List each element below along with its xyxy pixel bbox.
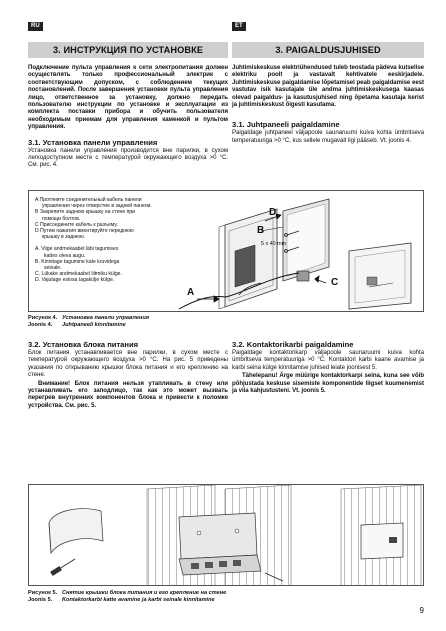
legend-ru-c: C Присоедините кабель к разъему. xyxy=(35,221,118,228)
s32-warn-et: Tähelepanu! Ärge müürige kontaktorkarpi seina, kuna see võib põhjustada keskuse sisemiste komponentide liigset kuumenemist ja viia kahjustusteni. Vt. joonis 5. xyxy=(232,372,424,395)
et-column xyxy=(232,14,424,144)
caption-4-ru-no: Рисунок 4. xyxy=(28,315,58,321)
front-cover-illustration xyxy=(283,199,329,281)
legend-et-b2: seinale. xyxy=(44,265,62,272)
connector-illustration xyxy=(297,271,309,281)
page-number: 9 xyxy=(419,606,424,615)
s32-text-ru: Блок питания устанавливается вне парилки, в сухом месте с температурой окружающего воздуха >0 °C. На рис. 5 приведены указания по открыванию крышки блока питания и его креплению на стене. xyxy=(28,349,228,379)
caption-5 xyxy=(28,590,226,603)
s31-title-et: 3.1. Juhtpaneeli paigaldamine xyxy=(232,120,340,130)
ru-column xyxy=(28,14,228,169)
legend-ru-d2: крышку в заднюю. xyxy=(42,234,86,241)
legend-ru-a2: управления через отверстие в задней панели. xyxy=(42,203,152,210)
legend-ru-b: B Закрепите заднюю крышку на стене при xyxy=(35,209,136,216)
caption-4-et: Juhtpaneeli kinnitamine xyxy=(62,321,126,328)
s32-warn-ru: Внимание! Блок питания нельзя утапливать в стену или устанавливать его заподлицо, так как это может вызвать перегрев внутренних компонентов блока и привести к поломке устройства. См. рис. 5. xyxy=(28,379,228,409)
figure-4-illustration xyxy=(29,191,425,313)
legend-et-d: D. Vajutage esiosa tagakülje külge. xyxy=(35,277,115,284)
legend-et-a2: kattes oleva augu. xyxy=(44,252,86,259)
open-box-illustration xyxy=(179,513,261,575)
inset-illustration xyxy=(349,243,411,309)
intro-ru: Подключение пульта управления к сети электропитания должен осуществлять только профессиональный электрик с соответствующим допуском, с соблюдением текущих постановлений. После завершения установки пульта управления лицо, ответственное за установку, должно передать пользователю инструкции по установке и эксплуатации из комплекта поставки прибора и обучить пользователя необходимым приемам для управления каменкой и пультом управления. xyxy=(28,64,228,131)
ru-section-32 xyxy=(28,340,228,409)
legend-ru-a: A Протяните соединительный кабель панели xyxy=(35,197,142,203)
s31-text-ru: Установка панели управления производится вне парилки, в сухом легкодоступном месте с температурой окружающего воздуха >0 °C. См. рис. 4. xyxy=(28,146,228,169)
legend-et-c: C. Lükake andmekaabel liitmiku külge. xyxy=(35,271,122,278)
box-cover-illustration xyxy=(49,509,103,553)
et-section-32 xyxy=(232,340,424,394)
s32-text-et: Paigaldage kontaktorikarp väljapoole saunaruumi kuiva kohta ümbritseva temperatuuriga >0 °C. Kontaktori karbi kaane avamise ja karbi seina külge kinnitamise juhised leiate joonisest 5. xyxy=(232,349,424,371)
figure-5 xyxy=(28,484,424,586)
legend-et-a: A. Viige andmekaabel läbi tagumises xyxy=(35,246,119,253)
s32-title-et: 3.2. Kontaktorikarbi paigaldamine xyxy=(232,340,354,349)
caption-5-et-no: Joonis 5. xyxy=(28,596,53,603)
label-b: B xyxy=(257,225,265,236)
screwdriver-illustration xyxy=(51,559,75,575)
caption-4-ru: Установка панели управления xyxy=(62,315,150,321)
caption-5-ru-no: Рисунок 5. xyxy=(28,590,58,596)
caption-5-et: Kontaktorkarbi katte avamine ja karbi seinale kinnitamine xyxy=(62,596,215,603)
section-title-ru: 3. ИНСТРУКЦИЯ ПО УСТАНОВКЕ xyxy=(28,42,228,58)
figure-5-illustration xyxy=(29,485,424,586)
mounted-box-illustration xyxy=(361,523,403,559)
lang-badge-ru: RU xyxy=(28,22,43,31)
figure-4 xyxy=(28,190,424,312)
back-plate-illustration xyxy=(219,209,277,309)
s32-title-ru: 3.2. Установка блока питания xyxy=(28,340,139,349)
label-d: D xyxy=(269,207,277,218)
s31-text-et: Paigaldage juhtpaneel väljapoole saunaruumi kuiva kohta ümbritseva temperatuuriga >0 °C, kus sellele mugavalt ligi pääseb. Vt. joonis 4. xyxy=(232,129,424,144)
legend-et-b: B. Kinnitage tagumine kate kruvidega xyxy=(35,258,120,265)
caption-4-et-no: Joonis 4. xyxy=(28,321,53,328)
caption-4 xyxy=(28,315,149,328)
intro-et: Juhtimiskeskuse elektriühendused tuleb teostada pädeva kutselise elektriku poolt ja vastavalt kehtivatele eeskirjadele. Juhtimiskeskuse paigaldamise lõpetamisel peab paigaldamise eest vastutav isik kasutajale üle andma juhtimiskeskusega kaasas olevad paigaldus- ja kasutusjuhised ning õpetama kasutaja kerist ja juhtimiskeskust õigesti kasutama. xyxy=(232,64,424,109)
label-c: C xyxy=(331,277,339,288)
lang-badge-et: ET xyxy=(232,22,246,31)
label-a: A xyxy=(187,287,195,298)
dimension-label: 5 x 40 mm xyxy=(261,241,287,247)
s31-title-ru: 3.1. Установка панели управления xyxy=(28,137,158,147)
legend-ru-d: D Путем нажатия вмонтируйте переднюю xyxy=(35,228,134,235)
legend-ru-b2: помощи болтов. xyxy=(42,215,81,222)
caption-5-ru: Снятие крышки блока питания и его крепление на стене xyxy=(62,590,227,596)
section-title-et: 3. PAIGALDUSJUHISED xyxy=(232,42,424,58)
